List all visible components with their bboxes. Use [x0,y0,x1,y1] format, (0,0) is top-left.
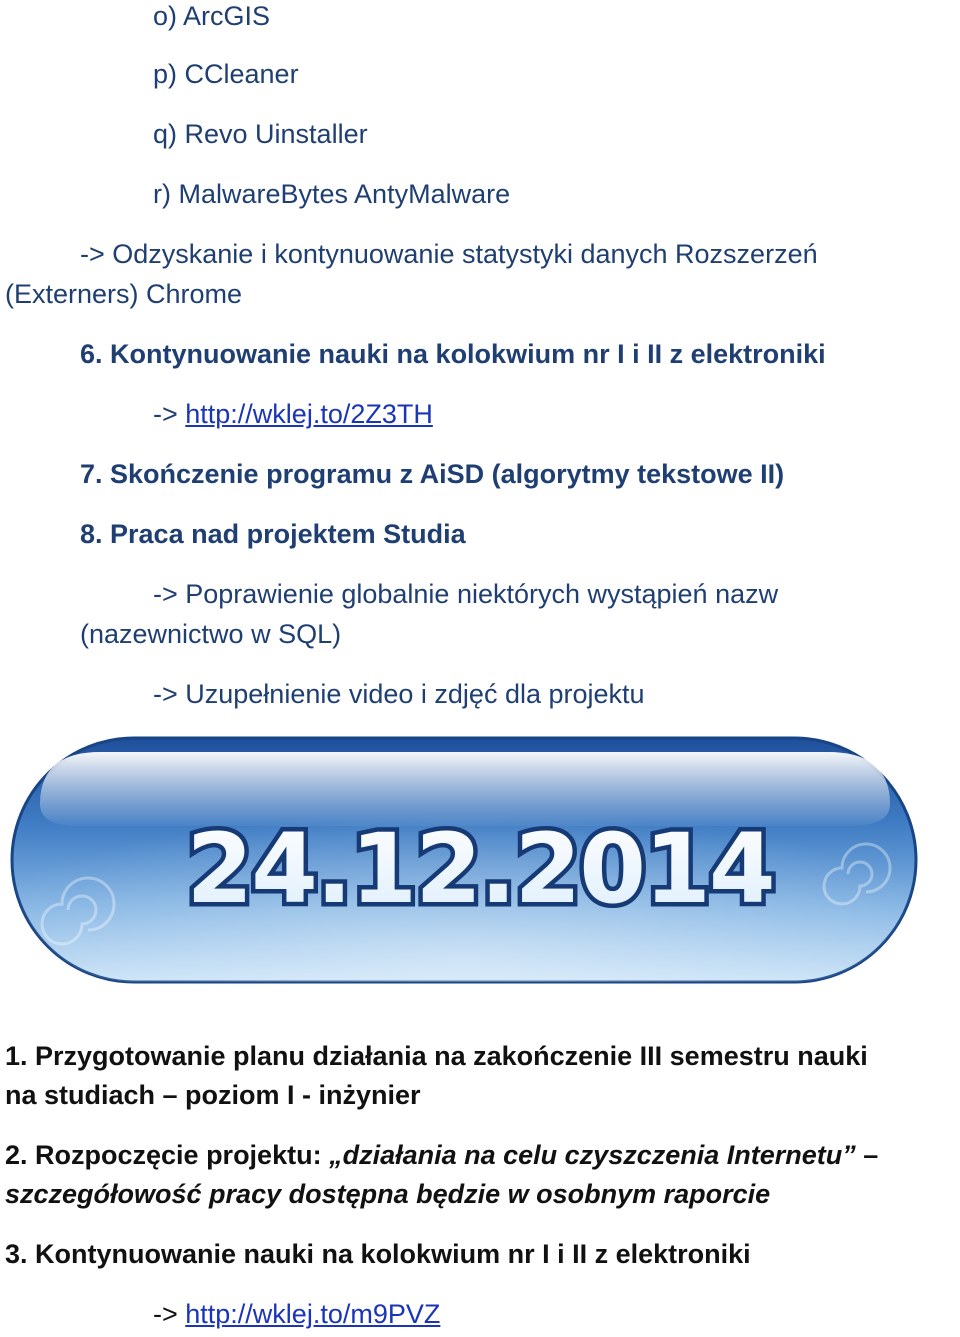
recovery-note-line1: -> Odzyskanie i kontynuowanie statystyki danych Rozszerzeń [80,239,818,269]
arrow-prefix: -> [153,399,186,429]
arrow-prefix: -> [153,1299,186,1329]
task-8-sub2: -> Uzupełnienie video i zdjęć dla projektu [153,679,645,709]
date-banner-graphic [10,734,918,986]
plan-item-3-heading: 3. Kontynuowanie nauki na kolokwium nr I i II z elektroniki [5,1239,751,1269]
plan-item-3-link-row [153,1298,440,1330]
plan-item-2-quote: „działania na celu czyszczenia Internetu” [329,1140,856,1170]
plan-item-2-line2: szczegółowość pracy dostępna będzie w osobnym raporcie [5,1179,771,1209]
task-6-link-row [153,398,433,430]
banner-date: 24.12.2014 [186,813,774,925]
plan-item-1-line2: na studiach – poziom I - inżynier [5,1080,421,1110]
list-item-arcgis: o) ArcGIS [153,1,271,31]
date-banner [10,734,918,986]
list-item-malwarebytes: r) MalwareBytes AntyMalware [153,179,511,209]
plan-item-1-line1: 1. Przygotowanie planu działania na zakończenie III semestru nauki [5,1041,868,1071]
recovery-note-line2: (Externers) Chrome [5,279,243,309]
task-6-heading: 6. Kontynuowanie nauki na kolokwium nr I i II z elektroniki [80,339,826,369]
plan-item-2-prefix: 2. Rozpoczęcie projektu: [5,1140,330,1170]
list-item-ccleaner: p) CCleaner [153,59,299,89]
task-8-sub1-line1: -> Poprawienie globalnie niektórych wystąpień nazw [153,579,779,609]
task-7-heading: 7. Skończenie programu z AiSD (algorytmy tekstowe II) [80,459,785,489]
plan-item-2-dash: – [855,1140,879,1170]
plan-item-2-line1 [5,1139,878,1171]
task-8-sub1-line2: (nazewnictwo w SQL) [80,619,342,649]
list-item-revo-uninstaller: q) Revo Uinstaller [153,119,368,149]
wklej-link-m9pvz[interactable]: http://wklej.to/m9PVZ [185,1299,441,1329]
wklej-link-2z3th[interactable]: http://wklej.to/2Z3TH [185,399,433,429]
task-8-heading: 8. Praca nad projektem Studia [80,519,466,549]
